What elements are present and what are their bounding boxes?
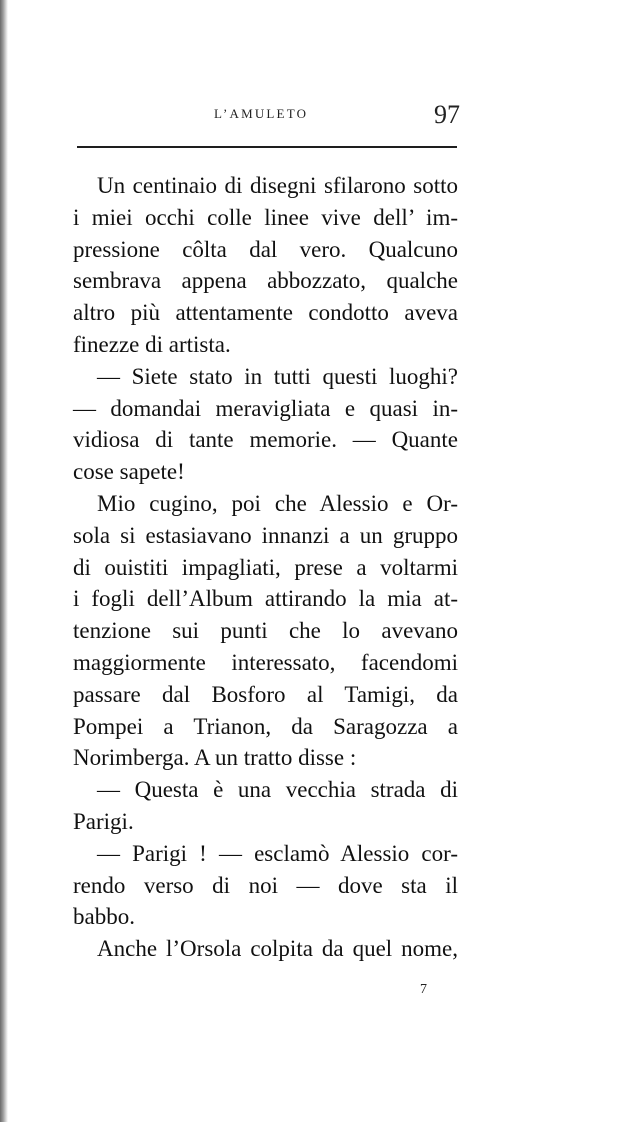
text-line: maggiormente interessato, facendomi <box>73 649 458 675</box>
signature-mark: 7 <box>420 982 427 997</box>
text-line: — Siete stato in tutti questi luoghi? <box>97 363 458 389</box>
body-text <box>73 170 458 965</box>
running-title: L’AMULETO <box>214 106 309 121</box>
text-line: vidiosa di tante memorie. — Quante <box>73 427 458 453</box>
text-line: Anche l’Orsola colpita da quel nome, <box>97 936 458 962</box>
text-line: rendo verso di noi — dove sta il <box>73 872 458 898</box>
text-line: — domandai meravigliata e quasi in- <box>73 395 458 421</box>
text-line: altro più attentamente condotto aveva <box>73 300 458 326</box>
text-line: cose sapete! <box>73 459 185 485</box>
text-line: i miei occhi colle linee vive dell’ im- <box>73 204 458 230</box>
binding-edge <box>0 0 8 1122</box>
text-line: Un centinaio di disegni sfilarono sotto <box>97 173 458 198</box>
text-line: i fogli dell’Album attirando la mia at- <box>73 586 458 612</box>
text-line: sola si estasiavano innanzi a un gruppo <box>73 522 458 548</box>
text-line: tenzione sui punti che lo avevano <box>73 618 458 644</box>
page-number: 97 <box>434 100 460 129</box>
text-line: — Questa è una vecchia strada di <box>97 777 458 803</box>
text-line: sembrava appena abbozzato, qualche <box>73 268 458 294</box>
text-line: Parigi. <box>73 808 134 834</box>
text-line: — Parigi ! — esclamò Alessio cor- <box>97 840 458 866</box>
text-line: Pompei a Trianon, da Saragozza a <box>73 713 458 739</box>
text-line: passare dal Bosforo al Tamigi, da <box>73 681 458 707</box>
text-line: finezze di artista. <box>73 331 231 357</box>
text-line: Norimberga. A un tratto disse : <box>73 745 357 771</box>
text-line: pressione côlta dal vero. Qualcuno <box>73 236 458 262</box>
text-line: di ouistiti impagliati, prese a voltarmi <box>73 554 458 580</box>
text-line: Mio cugino, poi che Alessio e Or- <box>97 490 458 516</box>
header-rule <box>77 146 457 148</box>
text-line: babbo. <box>73 904 135 930</box>
